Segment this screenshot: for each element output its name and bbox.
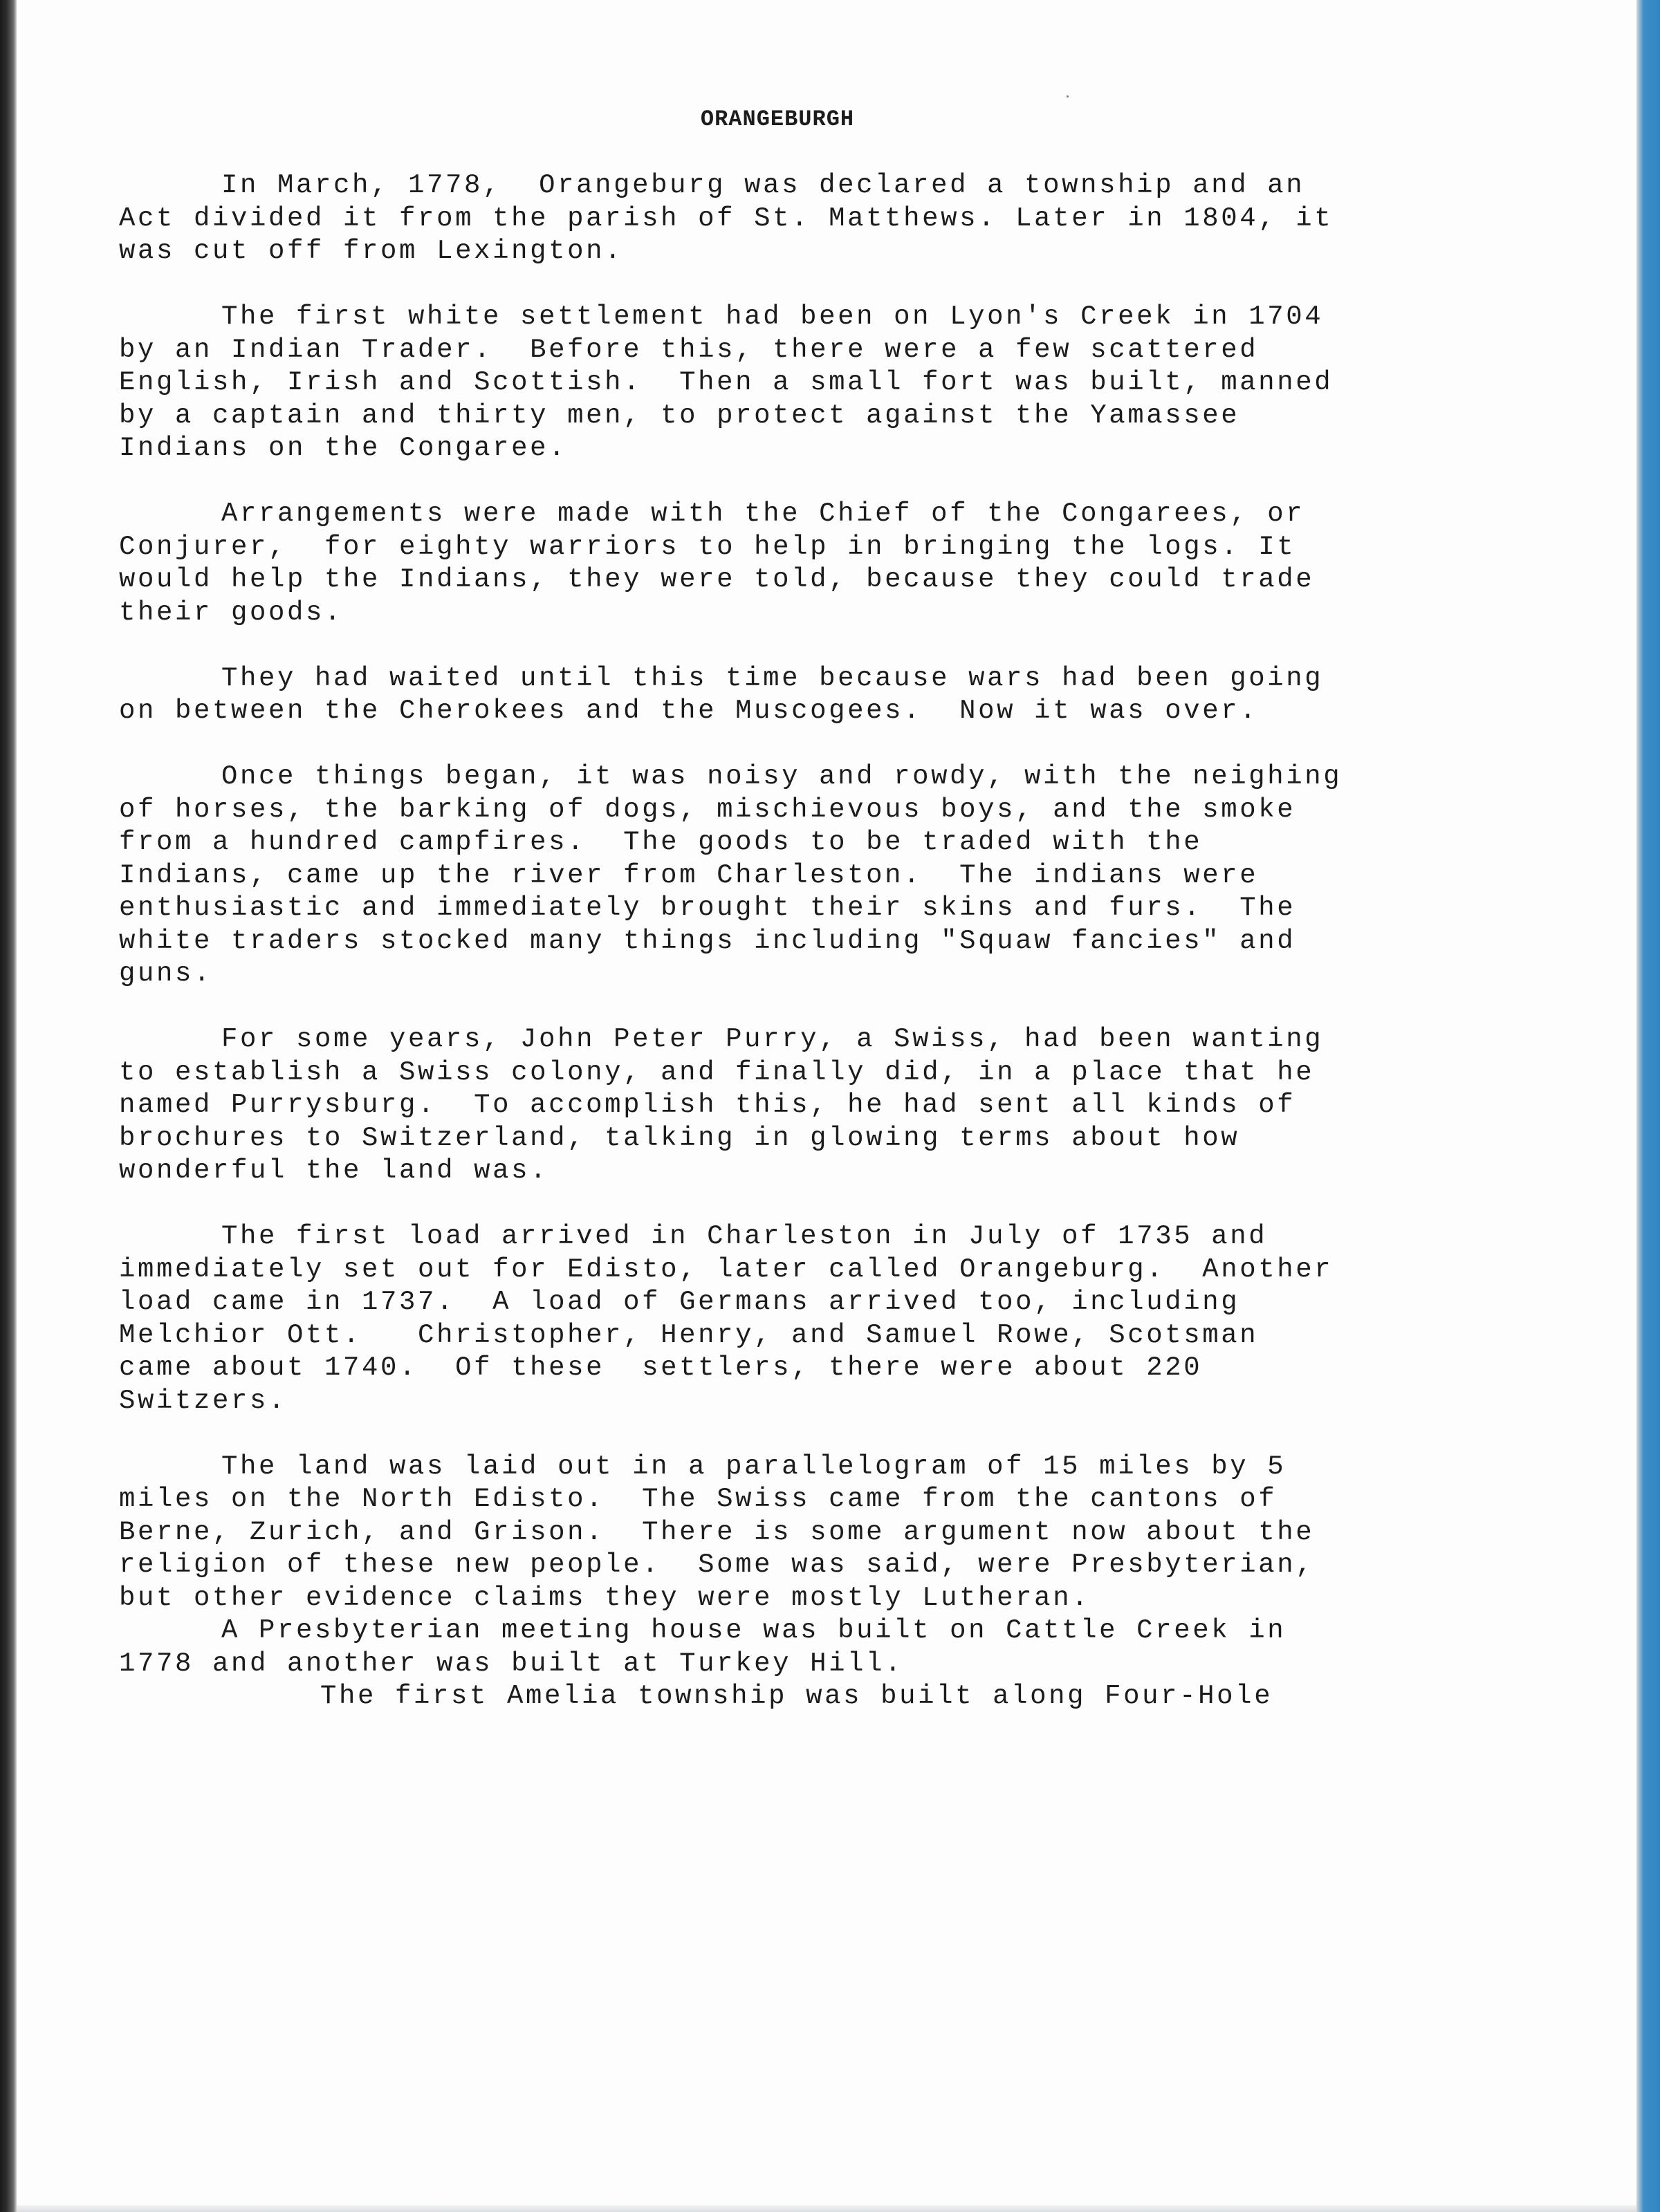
text-line: named Purrysburg. To accomplish this, he had sent all kinds of xyxy=(119,1090,1296,1120)
paragraph-10 xyxy=(119,1680,1544,1713)
page-bottom-shadow xyxy=(17,2205,1636,2212)
text-line: The first Amelia township was built along Four-Hole xyxy=(320,1681,1273,1711)
text-line: religion of these new people. Some was said, were Presbyterian, xyxy=(119,1550,1315,1580)
text-line: For some years, John Peter Purry, a Swiss, had been wanting xyxy=(221,1024,1324,1054)
text-line: Switzers. xyxy=(119,1385,288,1416)
text-line: from a hundred campfires. The goods to be traded with the xyxy=(119,827,1203,857)
text-line: English, Irish and Scottish. Then a small fort was built, manned xyxy=(119,367,1334,398)
text-line: The land was laid out in a parallelogram of 15 miles by 5 xyxy=(221,1451,1286,1482)
text-line: to establish a Swiss colony, and finally did, in a place that he xyxy=(119,1057,1315,1088)
background-edge xyxy=(1636,0,1660,2212)
text-line: guns. xyxy=(119,958,213,989)
text-line: Act divided it from the parish of St. Matthews. Later in 1804, it xyxy=(119,203,1334,234)
page-title: ORANGEBURGH xyxy=(700,106,855,132)
text-line: In March, 1778, Orangeburg was declared a township and an xyxy=(221,170,1305,201)
text-line: Indians on the Congaree. xyxy=(119,433,568,463)
text-line: by a captain and thirty men, to protect against the Yamassee xyxy=(119,400,1240,431)
text-line: load came in 1737. A load of Germans arrived too, including xyxy=(119,1287,1240,1317)
text-line: wonderful the land was. xyxy=(119,1155,549,1186)
text-line: enthusiastic and immediately brought their skins and furs. The xyxy=(119,893,1296,923)
text-line: Conjurer, for eighty warriors to help in bringing the logs. It xyxy=(119,531,1296,562)
text-line: Melchior Ott. Christopher, Henry, and Samuel Rowe, Scotsman xyxy=(119,1319,1259,1350)
paper-sheet xyxy=(17,0,1636,2205)
text-line: on between the Cherokees and the Muscogees. Now it was over. xyxy=(119,696,1259,726)
text-line: Arrangements were made with the Chief of the Congarees, or xyxy=(221,499,1305,529)
text-line: of horses, the barking of dogs, mischievous boys, and the smoke xyxy=(119,794,1296,825)
text-line: The first white settlement had been on Lyon's Creek in 1704 xyxy=(221,301,1324,332)
text-line: Indians, came up the river from Charleston. The indians were xyxy=(119,859,1259,891)
text-line: would help the Indians, they were told, because they could trade xyxy=(119,564,1315,595)
text-line: The first load arrived in Charleston in July of 1735 and xyxy=(221,1221,1268,1252)
text-line: immediately set out for Edisto, later called Orangeburg. Another xyxy=(119,1254,1334,1285)
text-line: They had waited until this time because wars had been going xyxy=(221,662,1324,694)
text-line: A Presbyterian meeting house was built on Cattle Creek in xyxy=(221,1615,1286,1646)
text-line: was cut off from Lexington. xyxy=(119,236,624,266)
paragraph-1 xyxy=(119,169,1544,268)
text-line: their goods. xyxy=(119,597,344,628)
text-line: by an Indian Trader. Before this, there were a few scattered xyxy=(119,334,1259,365)
paper-speck xyxy=(1067,95,1069,97)
document-body xyxy=(119,169,1544,1713)
paragraph-7 xyxy=(119,1220,1544,1418)
text-line: but other evidence claims they were mostly Lutheran. xyxy=(119,1582,1091,1613)
text-line: Berne, Zurich, and Grison. There is some argument now about the xyxy=(119,1516,1315,1548)
paragraph-4 xyxy=(119,662,1544,728)
paragraph-6 xyxy=(119,1023,1544,1188)
text-line: brochures to Switzerland, talking in glowing terms about how xyxy=(119,1122,1240,1153)
paragraph-8 xyxy=(119,1451,1544,1615)
paragraph-2 xyxy=(119,301,1544,465)
paragraph-9 xyxy=(119,1615,1544,1680)
text-line: miles on the North Edisto. The Swiss came from the cantons of xyxy=(119,1484,1278,1514)
paragraph-3 xyxy=(119,498,1544,629)
text-line: Once things began, it was noisy and rowdy, with the neighing xyxy=(221,761,1343,792)
text-line: 1778 and another was built at Turkey Hill. xyxy=(119,1648,904,1679)
text-line: came about 1740. Of these settlers, there were about 220 xyxy=(119,1353,1203,1383)
text-line: white traders stocked many things including "Squaw fancies" and xyxy=(119,925,1296,956)
binding-shadow xyxy=(0,0,17,2212)
paragraph-5 xyxy=(119,761,1544,991)
